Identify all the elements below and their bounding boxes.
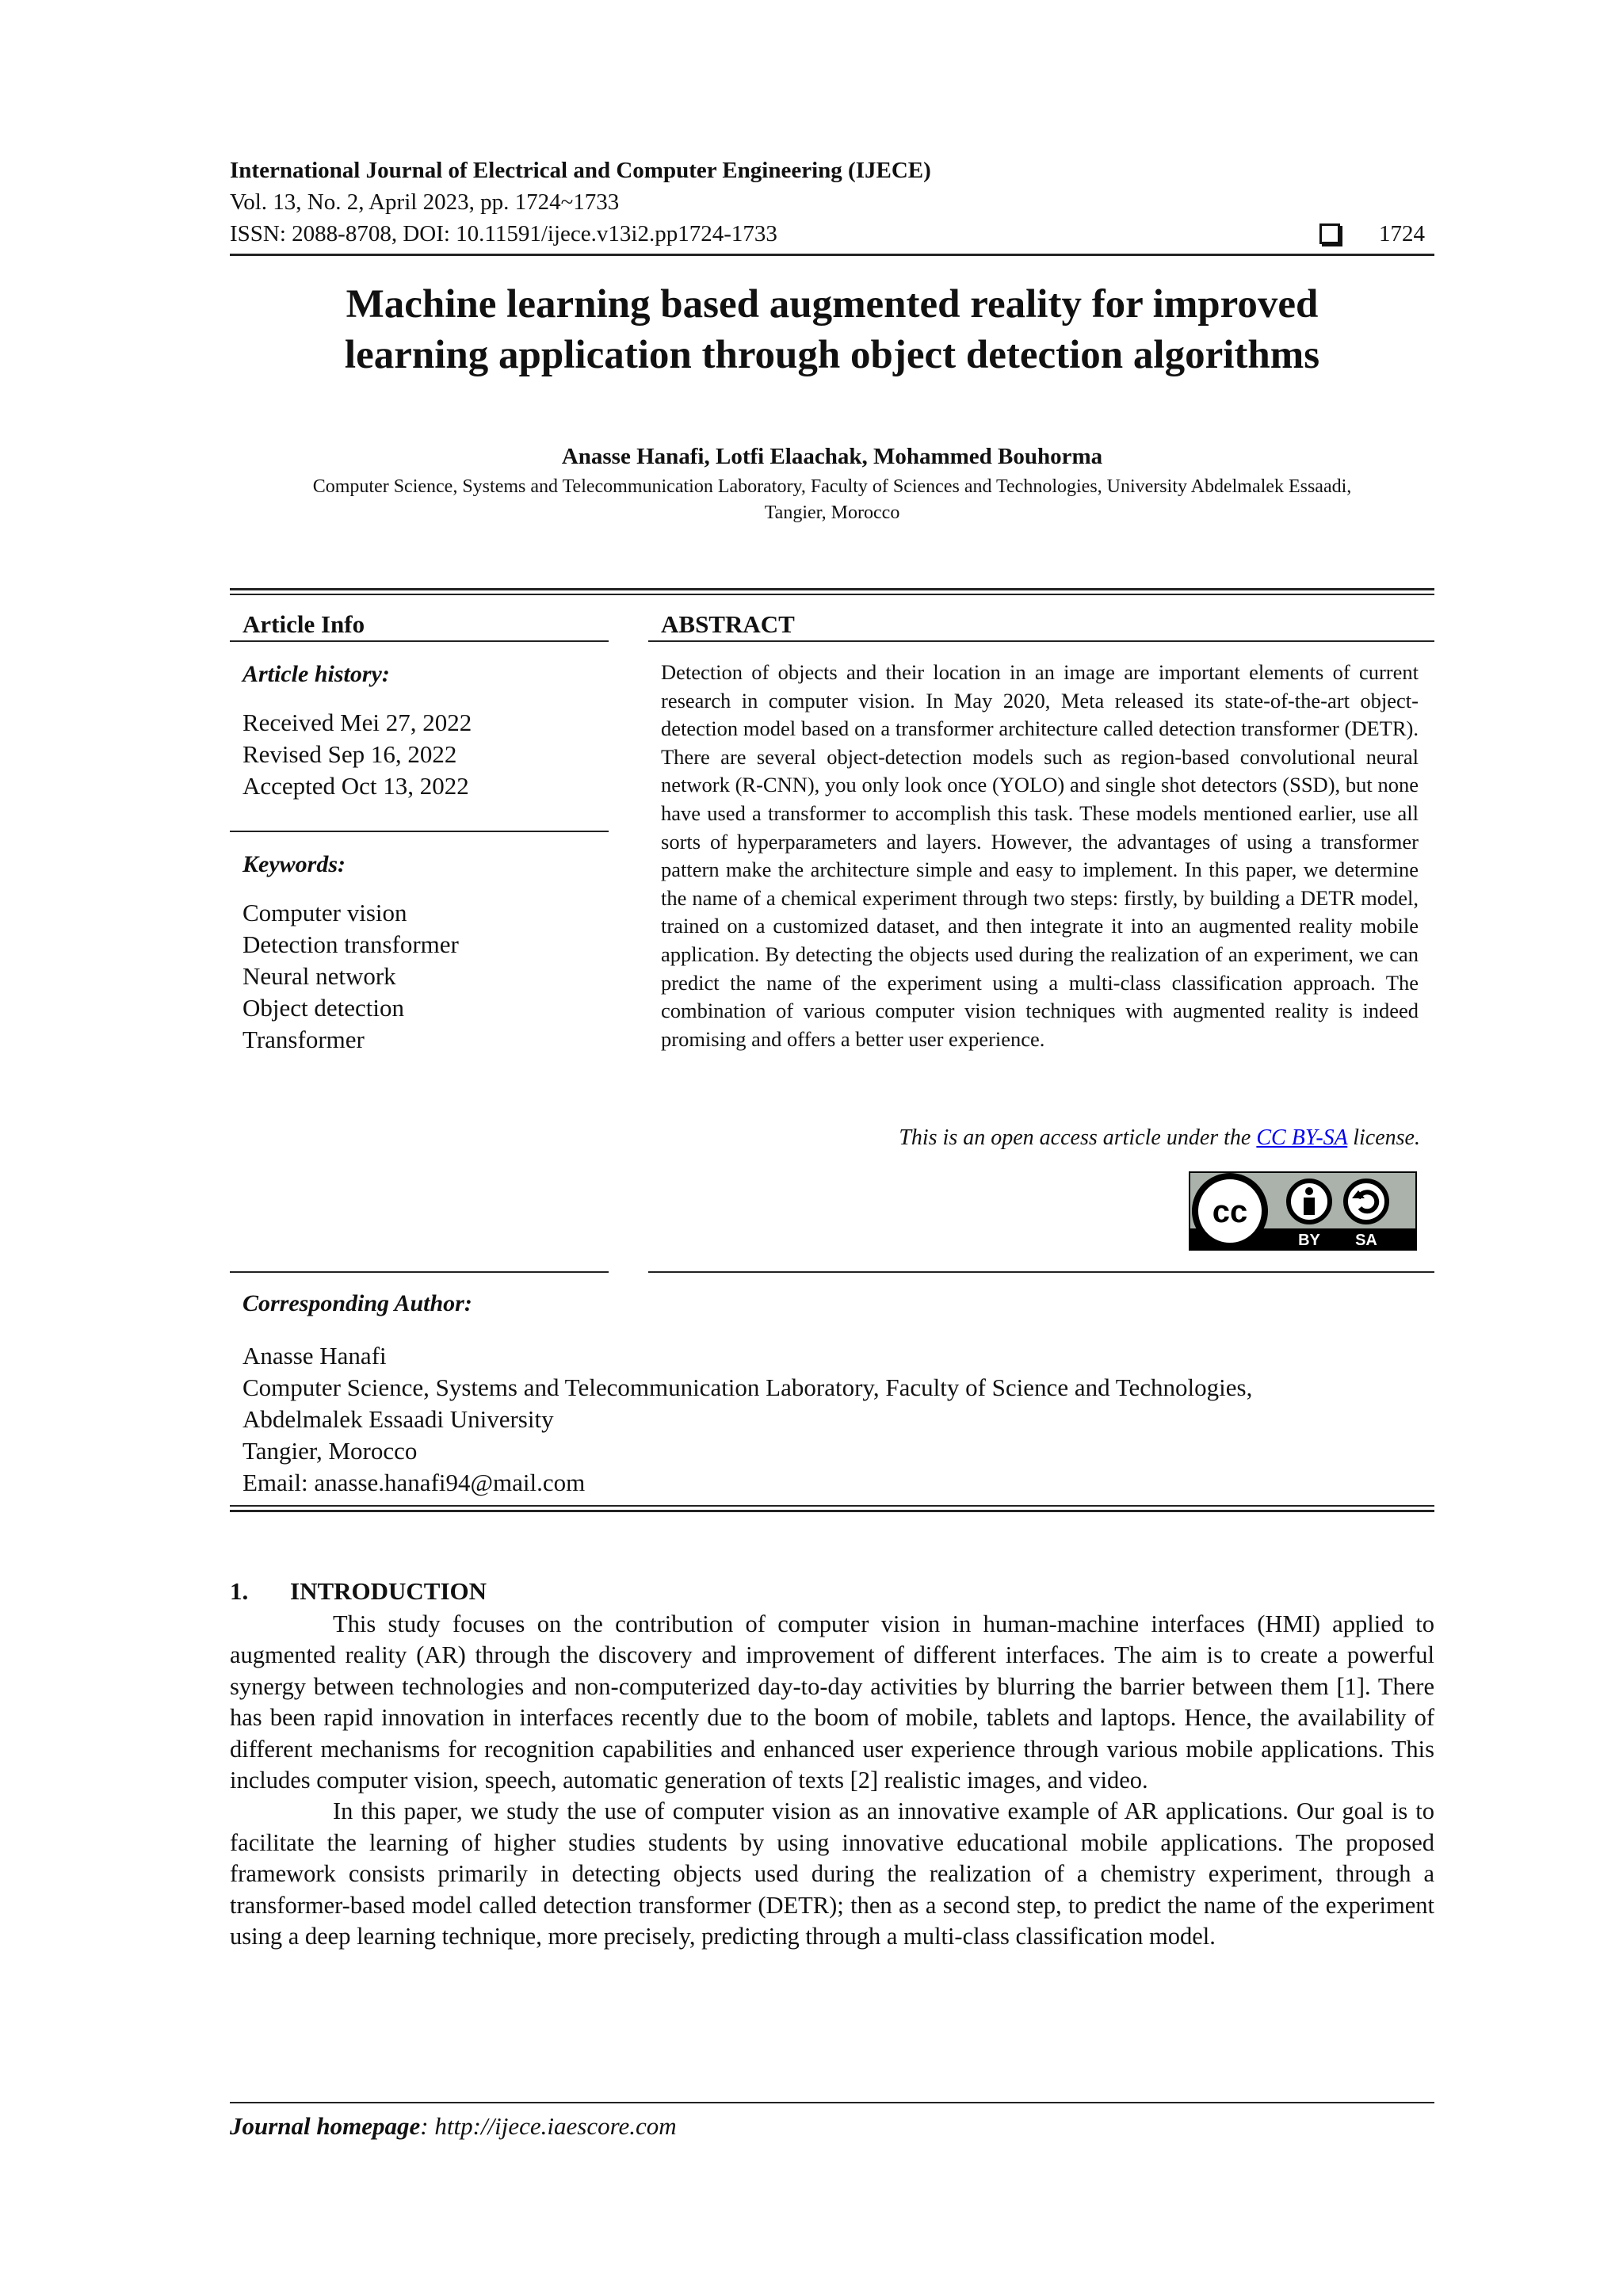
keyword-item: Object detection <box>242 994 404 1022</box>
top-rule-1 <box>230 588 1434 590</box>
footer-rule <box>230 2102 1434 2103</box>
abstract-bottom-rule <box>648 1271 1434 1273</box>
affiliation-line-2: Tangier, Morocco <box>764 502 900 523</box>
page-square-icon <box>1319 223 1340 244</box>
abstract-text: Detection of objects and their location in an image are important elements of current research in computer vision. In May 2020, Meta released its state-of-the-art object-detection model based on a transformer architecture called detection transformer (DETR). There are several object-detection models such as region-based convolutional neural network (R-CNN), you only look once (YOLO) and single shot detectors (SSD), but none have used a transformer to accomplish this task. These models mentioned earlier, use all sorts of hyperparameters and layers. However, the advantages of using a transformer pattern make the architecture simple and easy to implement. In this paper, we determine the name of a chemical experiment through two steps: firstly, by building a DETR model, trained on a customized dataset, and then integrate it into an augmented reality mobile application. By detecting the objects used during the realization of an experiment, we can predict the name of the experiment using a multi-class classification approach. The combination of various computer vision techniques with augmented reality is indeed promising and offers a better user experience. <box>661 660 1419 1051</box>
keywords-list <box>242 897 459 1056</box>
history-accepted: Accepted Oct 13, 2022 <box>242 772 469 800</box>
volume-info: Vol. 13, No. 2, April 2023, pp. 1724~1733 <box>230 189 620 215</box>
section-title: INTRODUCTION <box>290 1577 487 1605</box>
intro-paragraph-2: In this paper, we study the use of computer vision as an innovative example of AR applications. Our goal is to facilitate the learning of higher studies students by using innovative educational mobile applications. The proposed framework consists primarily in detecting objects used during the realization of a chemistry experiment, through a transformer-based model called detection transformer (DETR); then as a second step, to predict the name of the experiment using a deep learning technique, more precisely, predicting through a multi-class classification model. <box>230 1797 1434 1950</box>
issn-doi: ISSN: 2088-8708, DOI: 10.11591/ijece.v13i2.pp1724-1733 <box>230 221 777 246</box>
footer <box>230 2112 677 2141</box>
footer-label: Journal homepage <box>230 2112 421 2140</box>
keyword-item: Computer vision <box>242 899 407 926</box>
corresponding-affiliation-1: Computer Science, Systems and Telecommunication Laboratory, Faculty of Science and Technologies, <box>242 1373 1253 1401</box>
section-heading <box>230 1577 487 1606</box>
intro-paragraph-1: This study focuses on the contribution of computer vision in human-machine interfaces (HMI) applied to augmented reality (AR) through the discovery and improvement of different interfaces. The aim is to create a powerful synergy between technologies and non-computerized day-to-day activities by blurring the barrier between them [1]. There has been rapid innovation in interfaces recently due to the boom of mobile, tablets and laptops. Hence, the availability of different mechanisms for recognition capabilities and enhanced user experience through various mobile applications. This includes computer vision, speech, automatic generation of texts [2] realistic images, and video. <box>230 1610 1434 1794</box>
corresponding-heading: Corresponding Author: <box>242 1290 472 1316</box>
corresponding-city: Tangier, Morocco <box>242 1437 418 1465</box>
abstract-rule <box>648 640 1434 642</box>
corresponding-name: Anasse Hanafi <box>242 1342 387 1370</box>
by-label: BY <box>1298 1232 1320 1249</box>
history-received: Received Mei 27, 2022 <box>242 709 472 736</box>
section-number: 1. <box>230 1577 249 1605</box>
title-line-2: learning application through object detection algorithms <box>344 333 1320 377</box>
paper-title <box>230 279 1434 380</box>
top-rule-2 <box>230 594 1434 595</box>
history-list <box>242 707 472 802</box>
history-revised: Revised Sep 16, 2022 <box>242 740 457 768</box>
license-suffix: license. <box>1347 1125 1420 1150</box>
title-line-1: Machine learning based augmented reality for improved <box>346 282 1319 327</box>
keywords-heading: Keywords: <box>242 851 346 877</box>
affiliation-line-1: Computer Science, Systems and Telecommunication Laboratory, Faculty of Sciences and Technologies, University Abdelmalek Essaadi, <box>312 476 1352 497</box>
history-heading: Article history: <box>242 661 390 687</box>
article-info-bottom-rule <box>230 1271 609 1273</box>
article-info-heading: Article Info <box>242 610 365 638</box>
corresponding-affiliation-2: Abdelmalek Essaadi University <box>242 1405 554 1433</box>
corr-rule-1 <box>230 1505 1434 1507</box>
keyword-item: Neural network <box>242 962 396 990</box>
article-info-rule <box>230 640 609 642</box>
authors: Anasse Hanafi, Lotfi Elaachak, Mohammed Bouhorma <box>561 444 1103 469</box>
affiliation <box>230 474 1434 526</box>
page-number: 1724 <box>1379 221 1425 246</box>
keyword-item: Detection transformer <box>242 930 459 958</box>
license-prefix: This is an open access article under the <box>899 1125 1257 1150</box>
abstract-heading: ABSTRACT <box>661 610 795 638</box>
footer-url[interactable]: : http://ijece.iaescore.com <box>420 2112 677 2140</box>
corresponding-details <box>242 1340 1252 1499</box>
keywords-rule <box>230 831 609 832</box>
sa-share-icon <box>1346 1181 1387 1222</box>
sa-label: SA <box>1355 1232 1377 1249</box>
cc-by-sa-badge-icon <box>1189 1171 1417 1251</box>
keyword-item: Transformer <box>242 1026 365 1053</box>
corresponding-email[interactable]: Email: anasse.hanafi94@mail.com <box>242 1469 586 1496</box>
corr-rule-2 <box>230 1510 1434 1512</box>
cc-text: cc <box>1212 1194 1248 1229</box>
intro-body <box>230 1609 1434 1952</box>
header-rule <box>230 254 1434 256</box>
license-line <box>899 1125 1420 1151</box>
cc-by-sa-link[interactable]: CC BY-SA <box>1256 1125 1348 1150</box>
journal-name: International Journal of Electrical and Computer Engineering (IJECE) <box>230 158 931 183</box>
